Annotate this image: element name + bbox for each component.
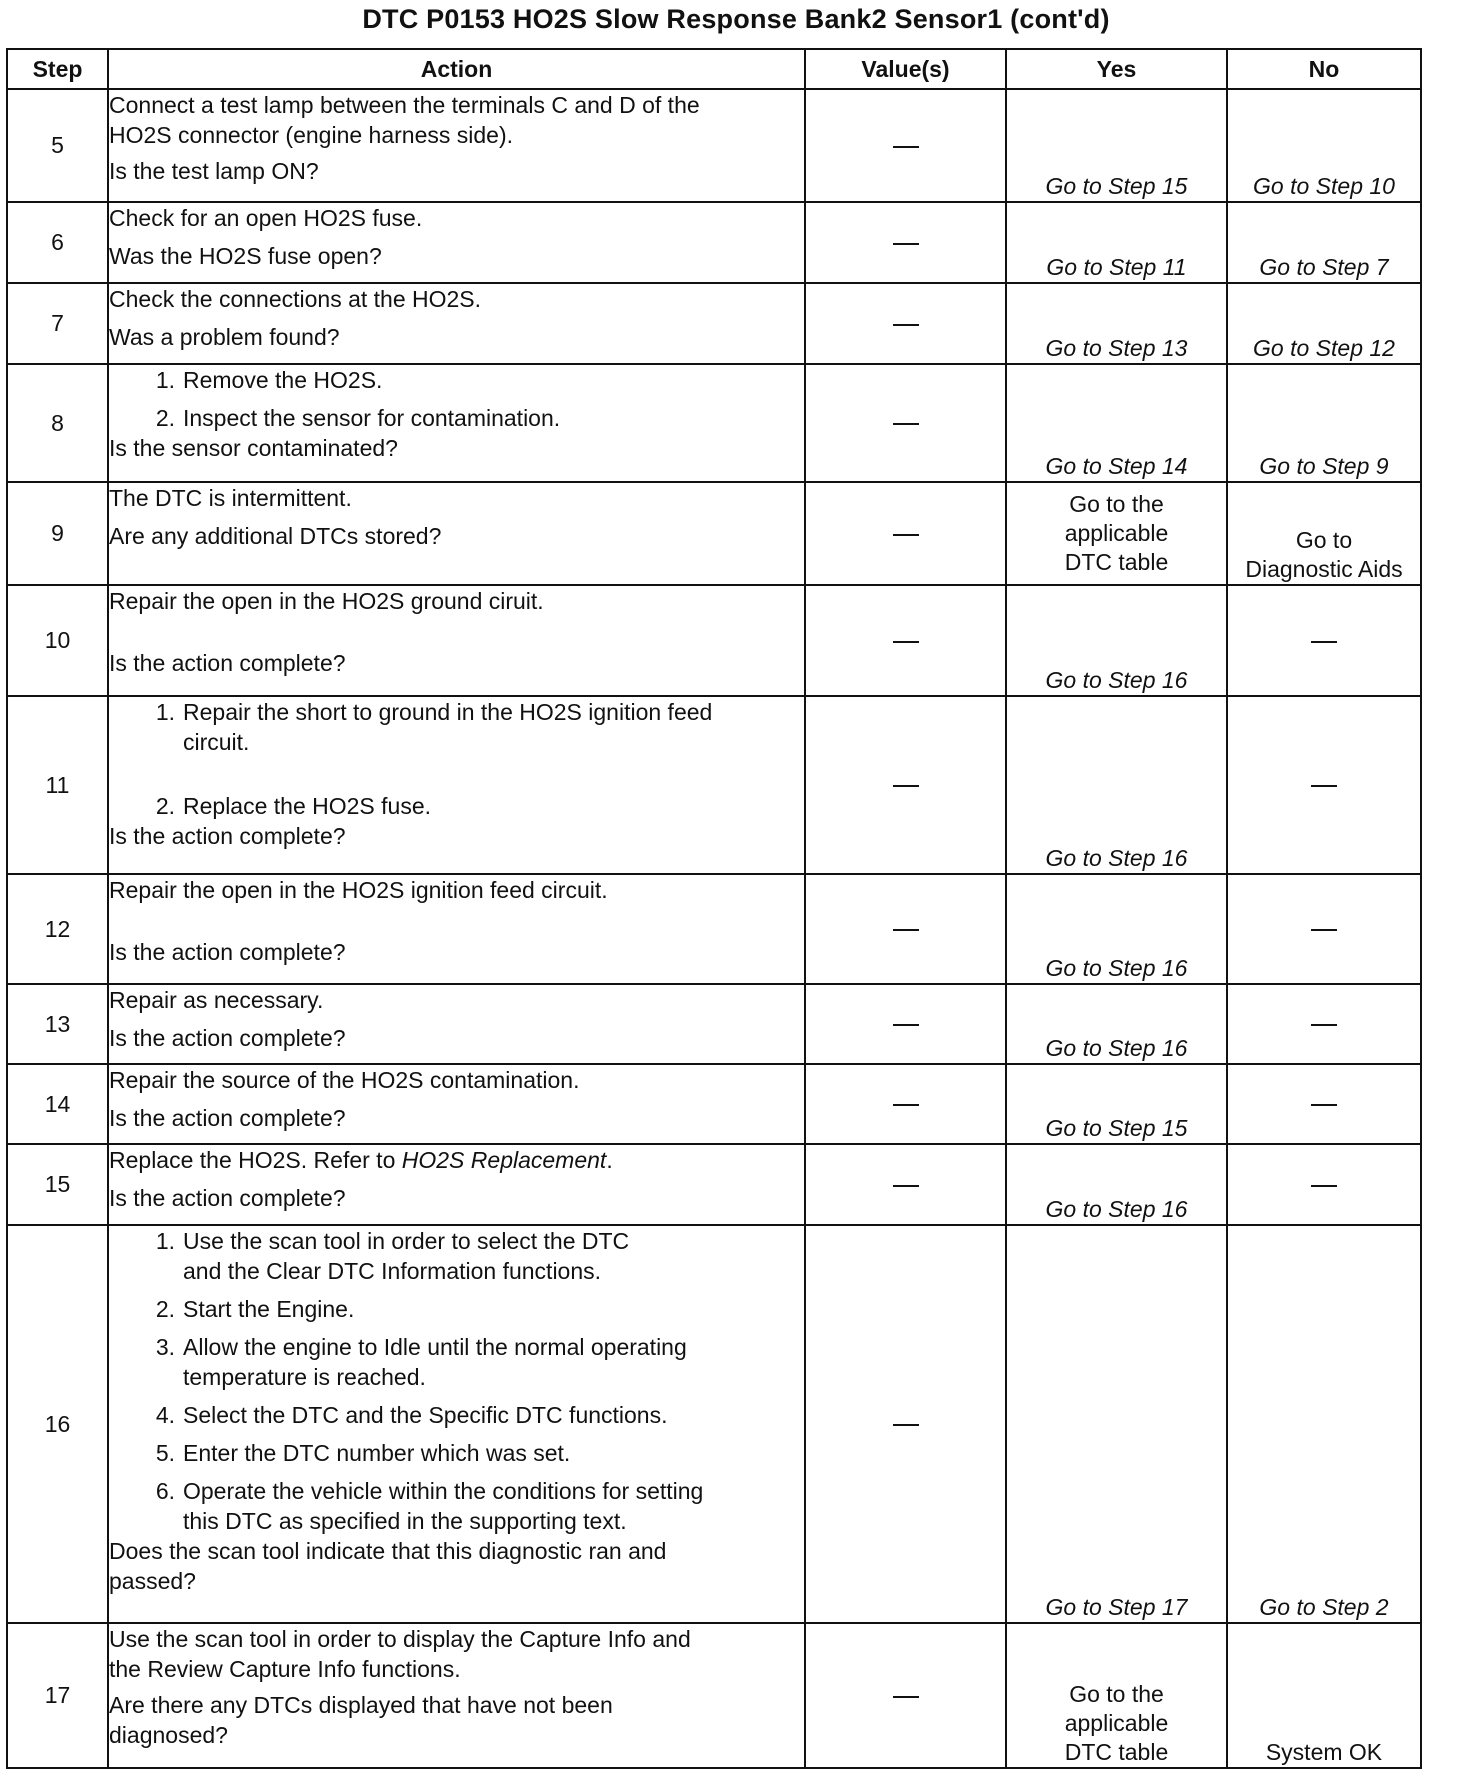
header-yes: Yes (1006, 49, 1227, 89)
action-step: 2. Start the Engine. (155, 1296, 355, 1322)
goto-link[interactable]: Diagnostic Aids (1245, 556, 1403, 582)
table-row (7, 585, 1421, 696)
action-text: Repair the open in the HO2S ground ciruit. (109, 588, 544, 614)
step-number: 13 (7, 984, 108, 1064)
question-text: Is the action complete? (109, 823, 346, 849)
dash-mark (893, 1104, 919, 1106)
no-cell (1227, 585, 1421, 696)
reference-link[interactable]: HO2S Replacement (401, 1147, 607, 1173)
table-row (7, 283, 1421, 364)
action-cell (108, 1225, 805, 1623)
step-number: 9 (7, 482, 108, 585)
table-row (7, 89, 1421, 202)
question-text: Was the HO2S fuse open? (109, 243, 382, 269)
goto-link[interactable]: DTC table (1064, 1739, 1169, 1765)
action-text: Repair as necessary. (109, 987, 324, 1013)
goto-link[interactable]: Go to the (1069, 1681, 1164, 1707)
goto-link[interactable]: Go to Step 16 (1045, 845, 1188, 871)
dash-mark (1311, 1024, 1337, 1026)
goto-link[interactable]: Go to Step 15 (1045, 1115, 1188, 1141)
no-cell (1227, 364, 1421, 482)
action-step: 1. Repair the short to ground in the HO2S ignition feed circuit. (155, 699, 713, 755)
goto-link[interactable]: Go to Step 16 (1045, 1035, 1188, 1061)
action-cell (108, 89, 805, 202)
step-number: 7 (7, 283, 108, 364)
goto-link[interactable]: Go to Step 10 (1253, 173, 1395, 199)
diagnostic-table (6, 48, 1422, 1769)
dash-mark (893, 243, 919, 245)
dash-mark (893, 146, 919, 148)
value-cell (805, 874, 1006, 984)
dash-mark (893, 1185, 919, 1187)
value-cell (805, 1623, 1006, 1768)
table-row (7, 984, 1421, 1064)
no-cell (1227, 89, 1421, 202)
goto-link[interactable]: Go to the (1069, 491, 1164, 517)
action-step: 5. Enter the DTC number which was set. (155, 1440, 571, 1466)
goto-link[interactable]: Go to Step 13 (1045, 335, 1188, 361)
action-text: Repair the source of the HO2S contamination. (109, 1067, 580, 1093)
question-text: Is the action complete? (109, 1025, 346, 1051)
dash-mark (1311, 641, 1337, 643)
dash-mark (1311, 1104, 1337, 1106)
no-cell (1227, 1225, 1421, 1623)
no-cell (1227, 283, 1421, 364)
step-number: 8 (7, 364, 108, 482)
value-cell (805, 482, 1006, 585)
action-text: Use the scan tool in order to display the Capture Info and (109, 1626, 691, 1652)
value-cell (805, 364, 1006, 482)
step-number: 14 (7, 1064, 108, 1144)
yes-cell (1006, 874, 1227, 984)
action-step: 2. Inspect the sensor for contamination. (155, 405, 561, 431)
action-steps (109, 1226, 804, 1536)
step-number: 12 (7, 874, 108, 984)
step-number: 16 (7, 1225, 108, 1623)
header-values: Value(s) (805, 49, 1006, 89)
table-row (7, 696, 1421, 874)
table-row (7, 1623, 1421, 1768)
value-cell (805, 696, 1006, 874)
action-text: Check the connections at the HO2S. (109, 286, 482, 312)
no-cell (1227, 482, 1421, 585)
action-cell (108, 696, 805, 874)
goto-link[interactable]: Go to Step 2 (1259, 1594, 1389, 1620)
action-text: HO2S connector (engine harness side). (109, 122, 513, 148)
value-cell (805, 202, 1006, 283)
value-cell (805, 1225, 1006, 1623)
action-step: 2. Replace the HO2S fuse. (155, 793, 432, 819)
value-cell (805, 1064, 1006, 1144)
goto-link[interactable]: Go to Step 15 (1045, 173, 1188, 199)
yes-cell (1006, 89, 1227, 202)
table-row (7, 874, 1421, 984)
value-cell (805, 89, 1006, 202)
goto-link[interactable]: Go to Step 16 (1045, 667, 1188, 693)
goto-link[interactable]: Go to (1295, 527, 1353, 553)
action-text: Check for an open HO2S fuse. (109, 205, 423, 231)
table-row (7, 1225, 1421, 1623)
dash-mark (893, 929, 919, 931)
yes-cell (1006, 1623, 1227, 1768)
action-text: Repair the open in the HO2S ignition feed circuit. (109, 877, 608, 903)
yes-cell (1006, 1225, 1227, 1623)
yes-cell (1006, 984, 1227, 1064)
action-cell (108, 364, 805, 482)
no-cell (1227, 202, 1421, 283)
no-cell (1227, 1623, 1421, 1768)
question-text: Is the action complete? (109, 1185, 346, 1211)
no-cell (1227, 1064, 1421, 1144)
step-number: 6 (7, 202, 108, 283)
dash-mark (1311, 785, 1337, 787)
action-text: Connect a test lamp between the terminals C and D of the (109, 92, 700, 118)
dash-mark (893, 1024, 919, 1026)
step-number: 10 (7, 585, 108, 696)
yes-cell (1006, 283, 1227, 364)
table-row (7, 482, 1421, 585)
step-number: 17 (7, 1623, 108, 1768)
goto-link[interactable]: applicable (1064, 1710, 1169, 1736)
no-cell (1227, 984, 1421, 1064)
action-steps (109, 697, 804, 821)
action-cell (108, 202, 805, 283)
dash-mark (893, 423, 919, 425)
question-text: Are any additional DTCs stored? (109, 523, 442, 549)
yes-cell (1006, 364, 1227, 482)
header-step: Step (7, 49, 108, 89)
header-action: Action (108, 49, 805, 89)
question-text: Is the test lamp ON? (109, 158, 319, 184)
action-cell (108, 482, 805, 585)
yes-cell (1006, 1064, 1227, 1144)
question-text: Is the action complete? (109, 650, 346, 676)
action-cell (108, 984, 805, 1064)
header-row (7, 49, 1421, 89)
value-cell (805, 585, 1006, 696)
question-text: passed? (109, 1568, 196, 1594)
action-cell (108, 1144, 805, 1225)
dash-mark (893, 641, 919, 643)
question-text: Is the action complete? (109, 939, 346, 965)
action-steps (109, 365, 804, 433)
goto-link[interactable]: Go to Step 12 (1253, 335, 1395, 361)
action-cell (108, 1064, 805, 1144)
header-no: No (1227, 49, 1421, 89)
goto-link[interactable]: Go to Step 17 (1045, 1594, 1188, 1620)
goto-link[interactable]: Go to Step 14 (1045, 453, 1188, 479)
action-cell (108, 874, 805, 984)
dash-mark (1311, 929, 1337, 931)
goto-link[interactable]: Go to Step 9 (1259, 453, 1389, 479)
value-cell (805, 283, 1006, 364)
action-text: Replace the HO2S. Refer to HO2S Replacement. (109, 1147, 613, 1173)
action-cell (108, 585, 805, 696)
dash-mark (893, 534, 919, 536)
question-text: Does the scan tool indicate that this diagnostic ran and (109, 1538, 667, 1564)
goto-link[interactable]: DTC table (1064, 549, 1169, 575)
yes-cell (1006, 1144, 1227, 1225)
question-text: Is the sensor contaminated? (109, 435, 398, 461)
table-row (7, 202, 1421, 283)
goto-link[interactable]: Go to Step 16 (1045, 955, 1188, 981)
yes-cell (1006, 202, 1227, 283)
action-text: the Review Capture Info functions. (109, 1656, 461, 1682)
action-text: The DTC is intermittent. (109, 485, 352, 511)
system-ok-text: System OK (1265, 1739, 1383, 1765)
goto-link[interactable]: applicable (1064, 520, 1169, 546)
dash-mark (893, 1424, 919, 1426)
step-number: 11 (7, 696, 108, 874)
yes-cell (1006, 696, 1227, 874)
action-step: 3. Allow the engine to Idle until the normal operating temperature is reached. (155, 1334, 687, 1390)
table-row (7, 1064, 1421, 1144)
step-number: 5 (7, 89, 108, 202)
no-cell (1227, 1144, 1421, 1225)
dash-mark (893, 324, 919, 326)
value-cell (805, 984, 1006, 1064)
goto-link[interactable]: Go to Step 7 (1259, 254, 1389, 280)
question-text: Was a problem found? (109, 324, 340, 350)
goto-link[interactable]: Go to Step 11 (1046, 254, 1187, 280)
no-cell (1227, 874, 1421, 984)
page-title: DTC P0153 HO2S Slow Response Bank2 Sensor1 (cont'd) (362, 4, 1110, 34)
no-cell (1227, 696, 1421, 874)
question-text: Are there any DTCs displayed that have not been (109, 1692, 613, 1718)
action-step: 1. Use the scan tool in order to select the DTC and the Clear DTC Information functions. (155, 1228, 630, 1284)
table-row (7, 1144, 1421, 1225)
question-text: diagnosed? (109, 1722, 228, 1748)
table-row (7, 364, 1421, 482)
dash-mark (893, 785, 919, 787)
action-step: 1. Remove the HO2S. (155, 367, 383, 393)
question-text: Is the action complete? (109, 1105, 346, 1131)
action-cell (108, 283, 805, 364)
value-cell (805, 1144, 1006, 1225)
action-cell (108, 1623, 805, 1768)
dash-mark (1311, 1185, 1337, 1187)
action-step: 4. Select the DTC and the Specific DTC functions. (155, 1402, 668, 1428)
step-number: 15 (7, 1144, 108, 1225)
goto-link[interactable]: Go to Step 16 (1045, 1196, 1188, 1222)
action-step: 6. Operate the vehicle within the conditions for setting this DTC as specified in the supporting text. (155, 1478, 704, 1534)
yes-cell (1006, 585, 1227, 696)
dash-mark (893, 1696, 919, 1698)
yes-cell (1006, 482, 1227, 585)
